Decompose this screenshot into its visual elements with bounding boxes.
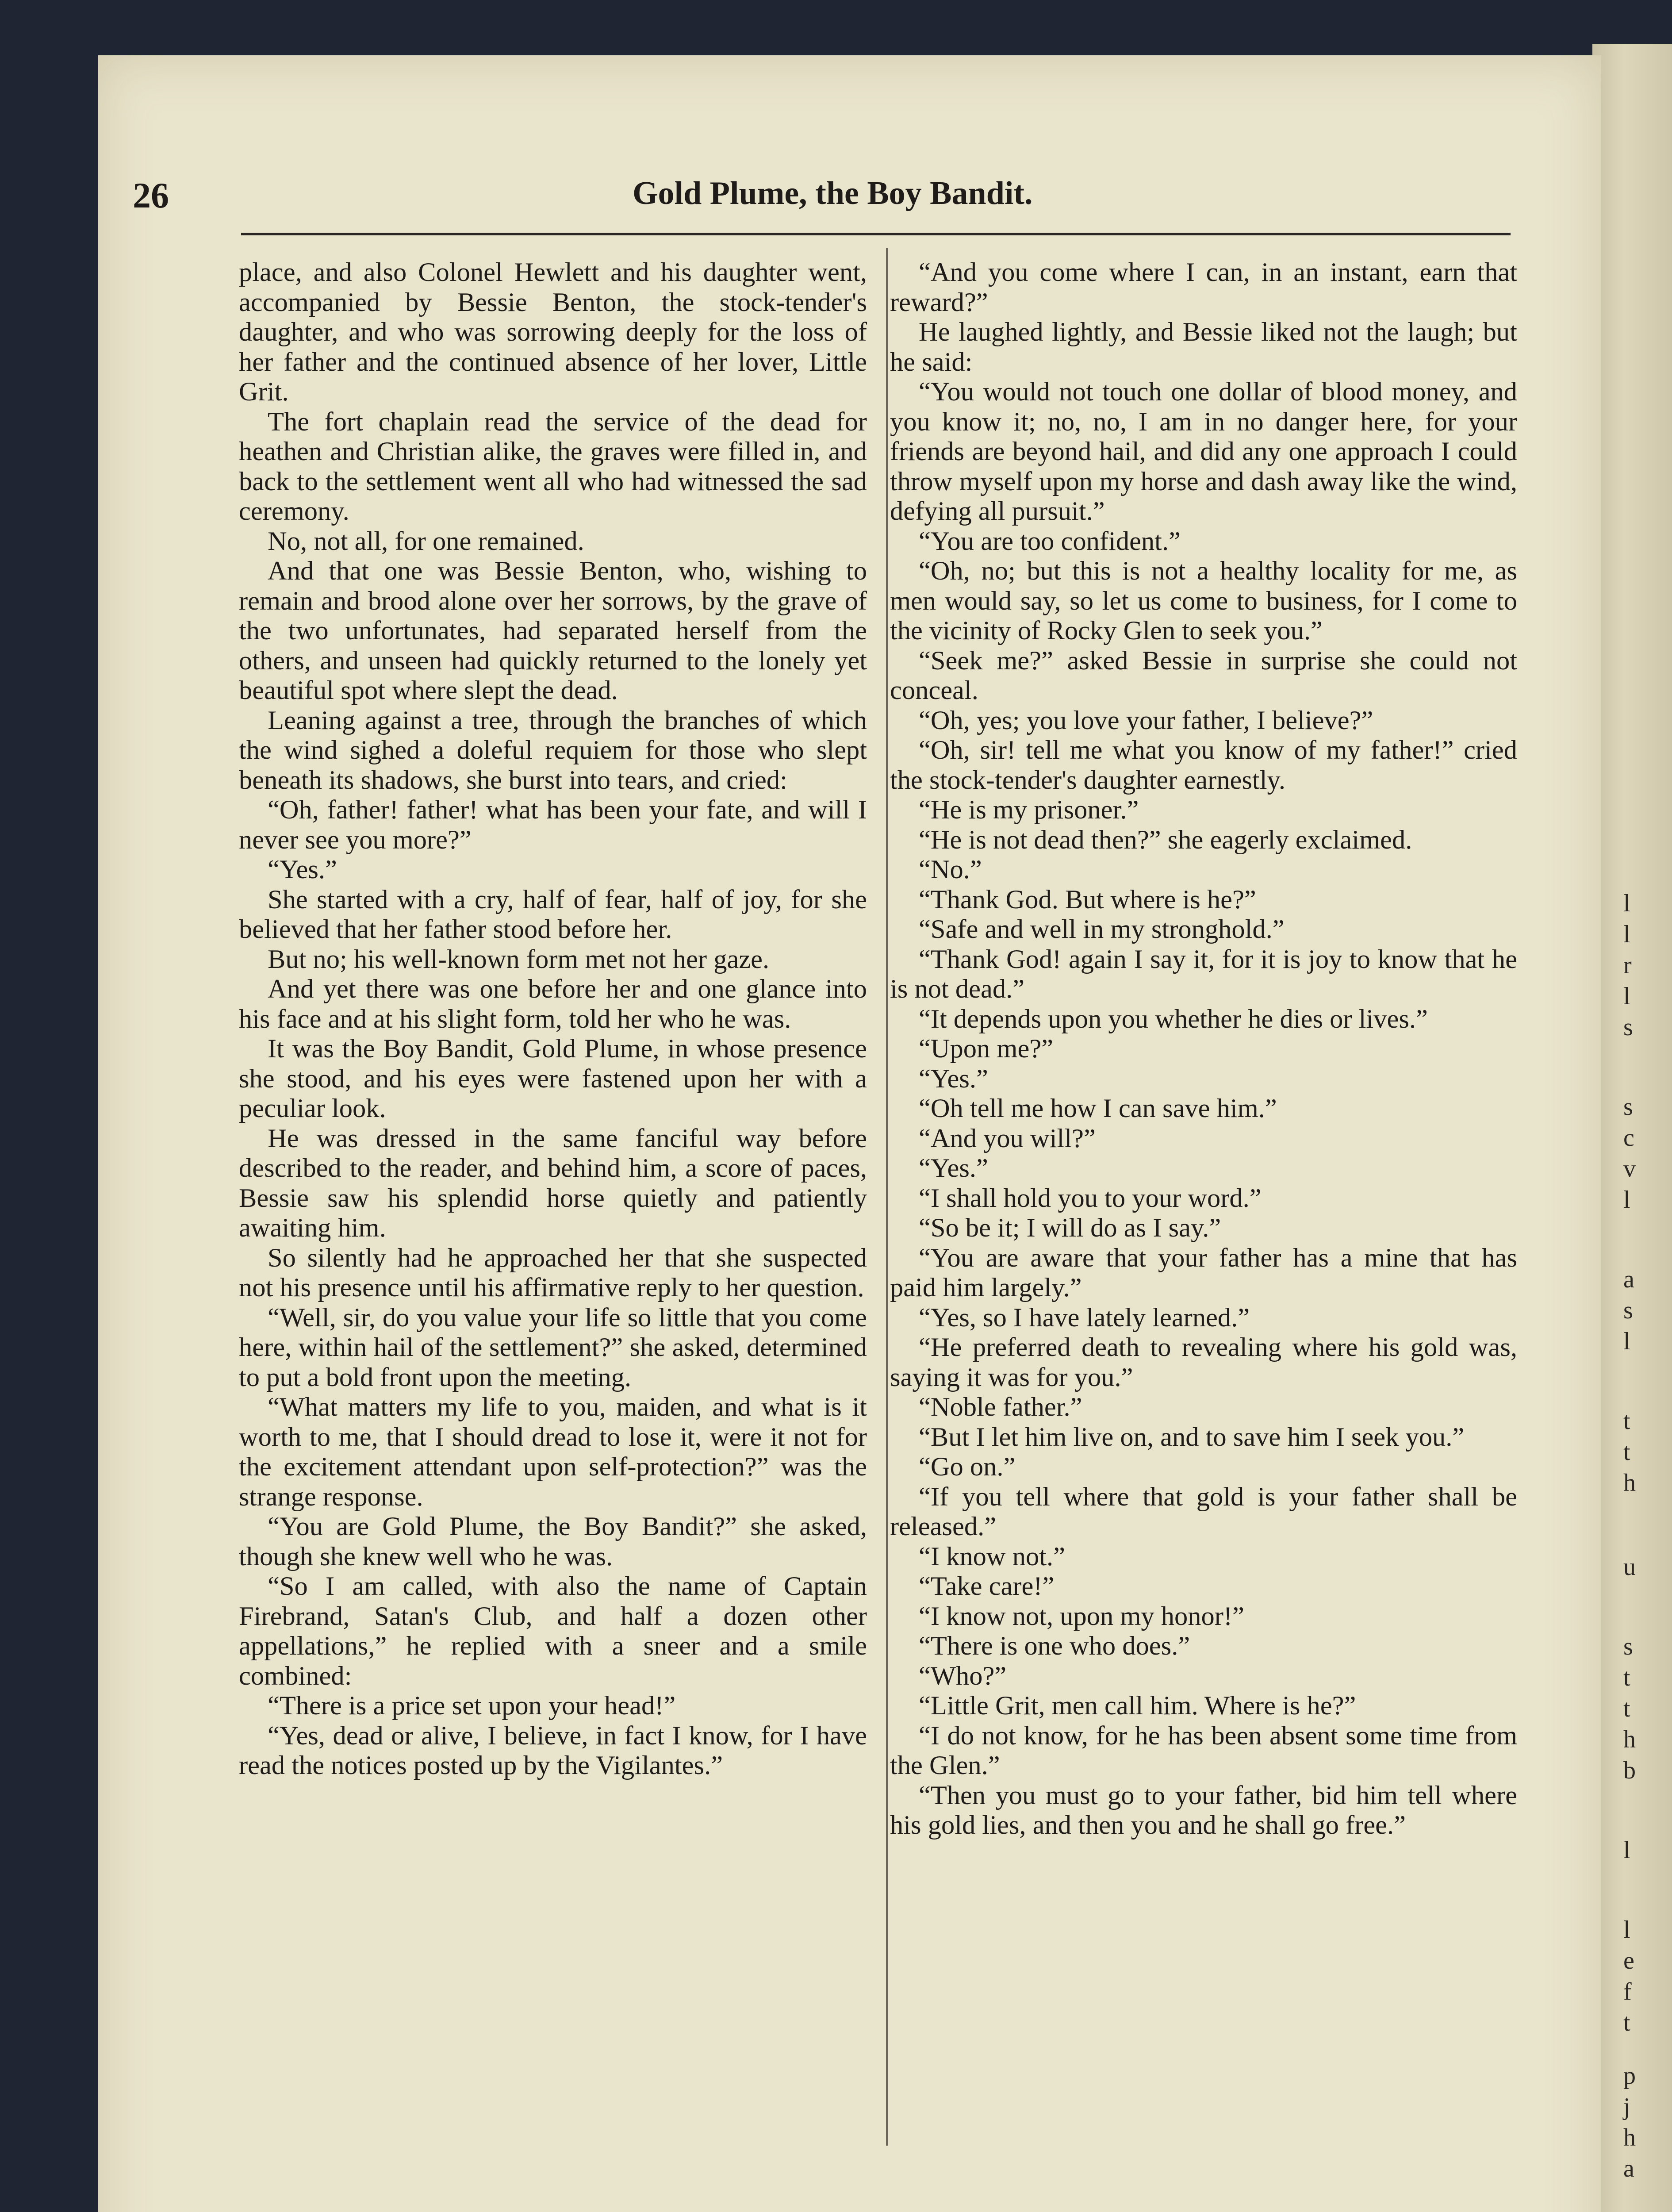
- paragraph: “Well, sir, do you value your life so little that you come here, within hail of the settlement?” she asked, determined to put a bold front upon the meeting.: [239, 1302, 867, 1392]
- edge-letter: r: [1623, 952, 1632, 979]
- left-column: [239, 257, 867, 1781]
- edge-letter: l: [1623, 1328, 1630, 1355]
- header-rule: [241, 233, 1511, 235]
- edge-letter: s: [1623, 1014, 1633, 1041]
- edge-letter: b: [1623, 1757, 1636, 1784]
- paragraph: “Oh, father! father! what has been your fate, and will I never see you more?”: [239, 795, 867, 855]
- paragraph: “And you come where I can, in an instant, earn that reward?”: [890, 257, 1517, 317]
- paragraph: So silently had he approached her that she suspected not his presence until his affirmative reply to her question.: [239, 1243, 867, 1302]
- edge-letter: t: [1623, 1407, 1630, 1435]
- paragraph: Leaning against a tree, through the branches of which the wind sighed a doleful requiem for those who slept beneath its shadows, she burst into tears, and cried:: [239, 705, 867, 795]
- paragraph: “Oh tell me how I can save him.”: [919, 1094, 1277, 1123]
- paragraph: “Thank God! again I say it, for it is joy to know that he is not dead.”: [890, 944, 1517, 1004]
- edge-letter: t: [1623, 1664, 1630, 1691]
- paragraph: “Who?”: [919, 1661, 1007, 1691]
- paragraph: “Thank God. But where is he?”: [919, 884, 1256, 914]
- paragraph: “There is one who does.”: [919, 1631, 1190, 1661]
- edge-letter: j: [1623, 2093, 1630, 2120]
- edge-letter: c: [1623, 1124, 1634, 1152]
- edge-letter: u: [1623, 1553, 1636, 1581]
- paragraph: “Oh, sir! tell me what you know of my father!” cried the stock-tender's daughter earnestly.: [890, 735, 1517, 795]
- paragraph: “Oh, no; but this is not a healthy locality for me, as men would say, so let us come to business, for I come to the vicinity of Rocky Glen to seek you.”: [890, 556, 1517, 645]
- paragraph: “You would not touch one dollar of blood money, and you know it; no, no, I am in no danger here, for your friends are beyond hail, and did any one approach I could throw myself upon my horse and dash away like the wind, defying all pursuit.”: [890, 377, 1517, 526]
- paragraph: “There is a price set upon your head!”: [268, 1691, 676, 1720]
- edge-letter: s: [1623, 1297, 1633, 1324]
- paragraph: And yet there was one before her and one glance into his face and at his slight form, told her who he was.: [239, 974, 867, 1034]
- edge-letter: l: [1623, 1916, 1630, 1943]
- paragraph: She started with a cry, half of fear, half of joy, for she believed that her father stood before her.: [239, 884, 867, 944]
- paragraph: “He is not dead then?” she eagerly exclaimed.: [919, 825, 1412, 855]
- paragraph: And that one was Bessie Benton, who, wishing to remain and brood alone over her sorrows, by the grave of the two unfortunates, had separated herself from the others, and unseen had quickly returned to the lonely yet beautiful spot where slept the dead.: [239, 556, 867, 705]
- paragraph: “And you will?”: [919, 1123, 1096, 1153]
- paragraph: “Yes, so I have lately learned.”: [919, 1302, 1250, 1333]
- page-number: 26: [133, 175, 169, 215]
- paragraph: He laughed lightly, and Bessie liked not the laugh; but he said:: [890, 317, 1517, 377]
- edge-letter: l: [1623, 890, 1630, 917]
- paragraph: “Yes, dead or alive, I believe, in fact I know, for I have read the notices posted up by the Vigilantes.”: [239, 1720, 867, 1780]
- edge-letter: h: [1623, 1469, 1636, 1497]
- paragraph: “No.”: [919, 855, 982, 884]
- paragraph: “So I am called, with also the name of Captain Firebrand, Satan's Club, and half a dozen other appellations,” he replied with a sneer and a smile combined:: [239, 1571, 867, 1691]
- edge-letter: t: [1623, 2009, 1630, 2036]
- paragraph: “Yes.”: [268, 855, 337, 884]
- paragraph: “Safe and well in my stronghold.”: [919, 914, 1285, 944]
- paragraph: “I shall hold you to your word.”: [919, 1183, 1262, 1213]
- paragraph: “I know not.”: [919, 1541, 1065, 1571]
- paragraph: He was dressed in the same fanciful way before described to the reader, and behind him, a score of paces, Bessie saw his splendid horse quietly and patiently awaiting him.: [239, 1123, 867, 1243]
- paragraph: The fort chaplain read the service of the dead for heathen and Christian alike, the graves were filled in, and back to the settlement went all who had witnessed the sad ceremony.: [239, 407, 867, 526]
- edge-letter: v: [1623, 1155, 1636, 1183]
- paragraph: It was the Boy Bandit, Gold Plume, in whose presence she stood, and his eyes were fastened upon her with a peculiar look.: [239, 1034, 867, 1123]
- edge-letter: p: [1623, 2062, 1636, 2089]
- paragraph: “But I let him live on, and to save him I seek you.”: [919, 1422, 1465, 1452]
- paragraph: “It depends upon you whether he dies or lives.”: [919, 1004, 1428, 1034]
- edge-letter: s: [1623, 1093, 1633, 1121]
- paragraph: “If you tell where that gold is your father shall be released.”: [890, 1482, 1517, 1541]
- paragraph: “Noble father.”: [919, 1392, 1082, 1422]
- paragraph: place, and also Colonel Hewlett and his daughter went, accompanied by Bessie Benton, the stock-tender's daughter, and who was sorrowing deeply for the loss of her father and the continued absence of her lover, Little Grit.: [239, 257, 867, 407]
- paragraph: “So be it; I will do as I say.”: [919, 1213, 1221, 1243]
- paragraph: “Yes.”: [919, 1064, 988, 1094]
- paragraph: “I know not, upon my honor!”: [919, 1601, 1244, 1631]
- paragraph: “What matters my life to you, maiden, and what is it worth to me, that I should dread to lose it, were it not for the excitement attendant upon self-protection?” was the strange response.: [239, 1392, 867, 1512]
- paragraph: “Little Grit, men call him. Where is he?”: [919, 1691, 1356, 1720]
- paragraph: “Take care!”: [919, 1571, 1055, 1601]
- edge-letter: h: [1623, 1726, 1636, 1753]
- edge-letter: l: [1623, 983, 1630, 1010]
- paragraph: “Yes.”: [919, 1153, 988, 1183]
- running-head: Gold Plume, the Boy Bandit.: [633, 175, 1033, 211]
- edge-letter: s: [1623, 1633, 1633, 1660]
- edge-letter: l: [1623, 921, 1630, 948]
- right-column: [890, 257, 1517, 1840]
- paragraph: But no; his well-known form met not her gaze.: [268, 944, 770, 974]
- paragraph: No, not all, for one remained.: [268, 526, 584, 556]
- adjacent-page-edge: [1592, 44, 1672, 2212]
- edge-letter: t: [1623, 1438, 1630, 1466]
- edge-letter: f: [1623, 1978, 1632, 2005]
- edge-letter: t: [1623, 1695, 1630, 1722]
- edge-letter: l: [1623, 1186, 1630, 1214]
- paragraph: “You are Gold Plume, the Boy Bandit?” she asked, though she knew well who he was.: [239, 1512, 867, 1571]
- column-divider: [886, 248, 888, 2146]
- paragraph: “He is my prisoner.”: [919, 795, 1139, 825]
- edge-letter: a: [1623, 1266, 1634, 1293]
- paragraph: “I do not know, for he has been absent some time from the Glen.”: [890, 1720, 1517, 1780]
- paragraph: “Upon me?”: [919, 1034, 1054, 1064]
- paragraph: “Go on.”: [919, 1452, 1016, 1482]
- paragraph: “Then you must go to your father, bid him tell where his gold lies, and then you and he shall go free.”: [890, 1780, 1517, 1840]
- edge-letter: a: [1623, 2155, 1634, 2182]
- edge-letter: h: [1623, 2124, 1636, 2151]
- paragraph: “Seek me?” asked Bessie in surprise she could not conceal.: [890, 645, 1517, 705]
- edge-letter: l: [1623, 1836, 1630, 1864]
- paragraph: “You are aware that your father has a mine that has paid him largely.”: [890, 1243, 1517, 1302]
- paragraph: “You are too confident.”: [919, 526, 1181, 556]
- paragraph: “He preferred death to revealing where his gold was, saying it was for you.”: [890, 1333, 1517, 1392]
- edge-letter: e: [1623, 1947, 1634, 1974]
- paragraph: “Oh, yes; you love your father, I believe?”: [919, 705, 1373, 735]
